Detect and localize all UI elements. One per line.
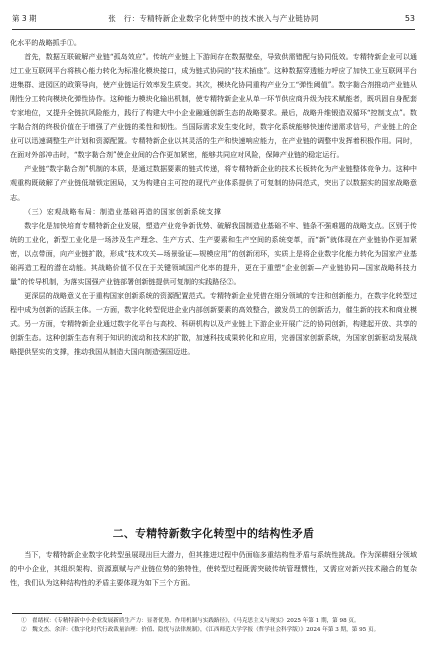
footnote: ② 魏文杰、余洋：《数字化时代行政裁量治理：价值、隐忧与法律规制》，《江西师范大学学报（哲学社会科学版）》2024 年第 3 期，第 95 页。 bbox=[20, 627, 380, 634]
paragraph: 当下，专精特新企业数字化转型虽展现出巨大潜力，但其推进过程中仍面临多重结构性矛盾与系统性挑战。作为深耕细分领域的中小企业，其组织架构、资源禀赋与产业链位势的独特性，使转型过程既需突破传统管理惯性，又需应对新兴技术融合的复杂性，我们认为这种结构性的矛盾主要体现为如下三个方面。 bbox=[10, 550, 417, 587]
footnotes bbox=[12, 617, 415, 636]
page-header bbox=[12, 12, 415, 26]
footnote-rule bbox=[12, 613, 122, 614]
page-number: 53 bbox=[404, 14, 415, 23]
section-body bbox=[10, 548, 417, 590]
paragraph-continued: 化水平的战略抓手①。 bbox=[10, 38, 81, 47]
running-title: 张 行：专精特新企业数字化转型中的技术嵌入与产业链协同 bbox=[108, 14, 319, 23]
footnote: ① 翟绪权：《专精特新中小企业发展新质生产力：显著优势、作用机制与实践路径》，《马克思主义与现实》2025 年第 1 期，第 98 页。 bbox=[20, 618, 360, 624]
main-body bbox=[10, 36, 417, 359]
issue-number: 第 3 期 bbox=[12, 14, 37, 23]
paragraph: 更深层的战略意义在于重构国家创新系统的资源配置范式。专精特新企业凭借在细分领域的专注和创新能力，在数字化转型过程中成为创新的活跃主体。一方面，数字化转型促进企业内部创新要素的高效整合，激发员工的创新活力，催生新的技术和商业模式。另一方面，专精特新企业通过数字化平台与高校、科研机构以及产业链上下游企业开展广泛的协同创新，构建起开放、共享的创新生态。这种创新生态有利于知识的流动和技术的扩散，加速科技成果转化和应用，完善国家创新系统，为国家创新驱动发展战略提供坚实的支撑，推动我国从制造大国向制造强国迈进。 bbox=[10, 290, 417, 357]
subsection-heading: （三）宏观战略布局：制造业基础再造的国家创新系统支撑 bbox=[24, 206, 222, 216]
section-heading: 二、专精特新数字化转型中的结构性矛盾 bbox=[112, 527, 315, 540]
header-rule bbox=[12, 29, 415, 30]
paragraph: 数字化是加快培育专精特新企业发展，塑造产业竞争新优势、破解我国制造业基础不牢、链条不强难题的战略支点。区别于传统的工业化，新型工业化是一场涉及生产理念、生产方式、生产要素和生产空间的系统变革，而“新”就体现在产业链协作更加紧密，以点带面，向产业链扩散，形成“技术攻关—场景验证—规模应用”的创新闭环，实质上是将企业数字化能力转化为国家产业基础再造工程的潜在动能。其战略价值不仅在于关键领域国产化率的提升，更在于重塑“企业创新—产业链协同—国家战略科技力量”的传导机制，为落实国强产业链部署创新链提供可复制的实践路径②。 bbox=[10, 220, 417, 286]
paragraph: 产业链“数字黏合剂”机制的本质，是通过数据要素的链式传递，将专精特新企业的技术长板转化为产业链整体竞争力。这种中观重构既破解了产业链低端锁定困局，又为构建自主可控的现代产业体系提供了可复制的协同范式，突出了以数据实的国家战略意志。 bbox=[10, 164, 417, 202]
paragraph: 首先，数据互联破解产业链“孤岛效应”。传统产业链上下游间存在数据壁垒，导致供需错配与协同低效。专精特新企业可以通过工业互联网平台将核心能力转化为标准化模块接口，成为链式协同的“技术插座”。这种数据穿透能力呼应了加快工业互联网平台进集群、进园区的政策导向，使产业链运行效率发生质变。其次，模块化协同重构产业分工“弹性阈值”。数字黏合剂推动产业链从刚性分工转向模块化弹性协作。这种能力模块化输出机制，使专精特新企业从单一环节供应商升级为技术赋能者，既巩固自身配套专家地位，又提升全链抗风险能力，践行了构建大中小企业融通创新生态的战略要求。最后，战略升维锻造双循环“控制支点”。数字黏合剂的终极价值在于增强了产业链的柔性和韧性。当国际需求发生变化时，数字化系统能够快速传递需求信号，产业链上的企业可以迅速调整生产计划和资源配置。专精特新企业以其灵活的生产和快速响应能力，在产业链的调整中发挥着积极作用。同时，在面对外部冲击时，“数字黏合剂”使企业间的合作更加紧密，能够共同应对风险，保障产业链的稳定运行。 bbox=[10, 52, 417, 160]
